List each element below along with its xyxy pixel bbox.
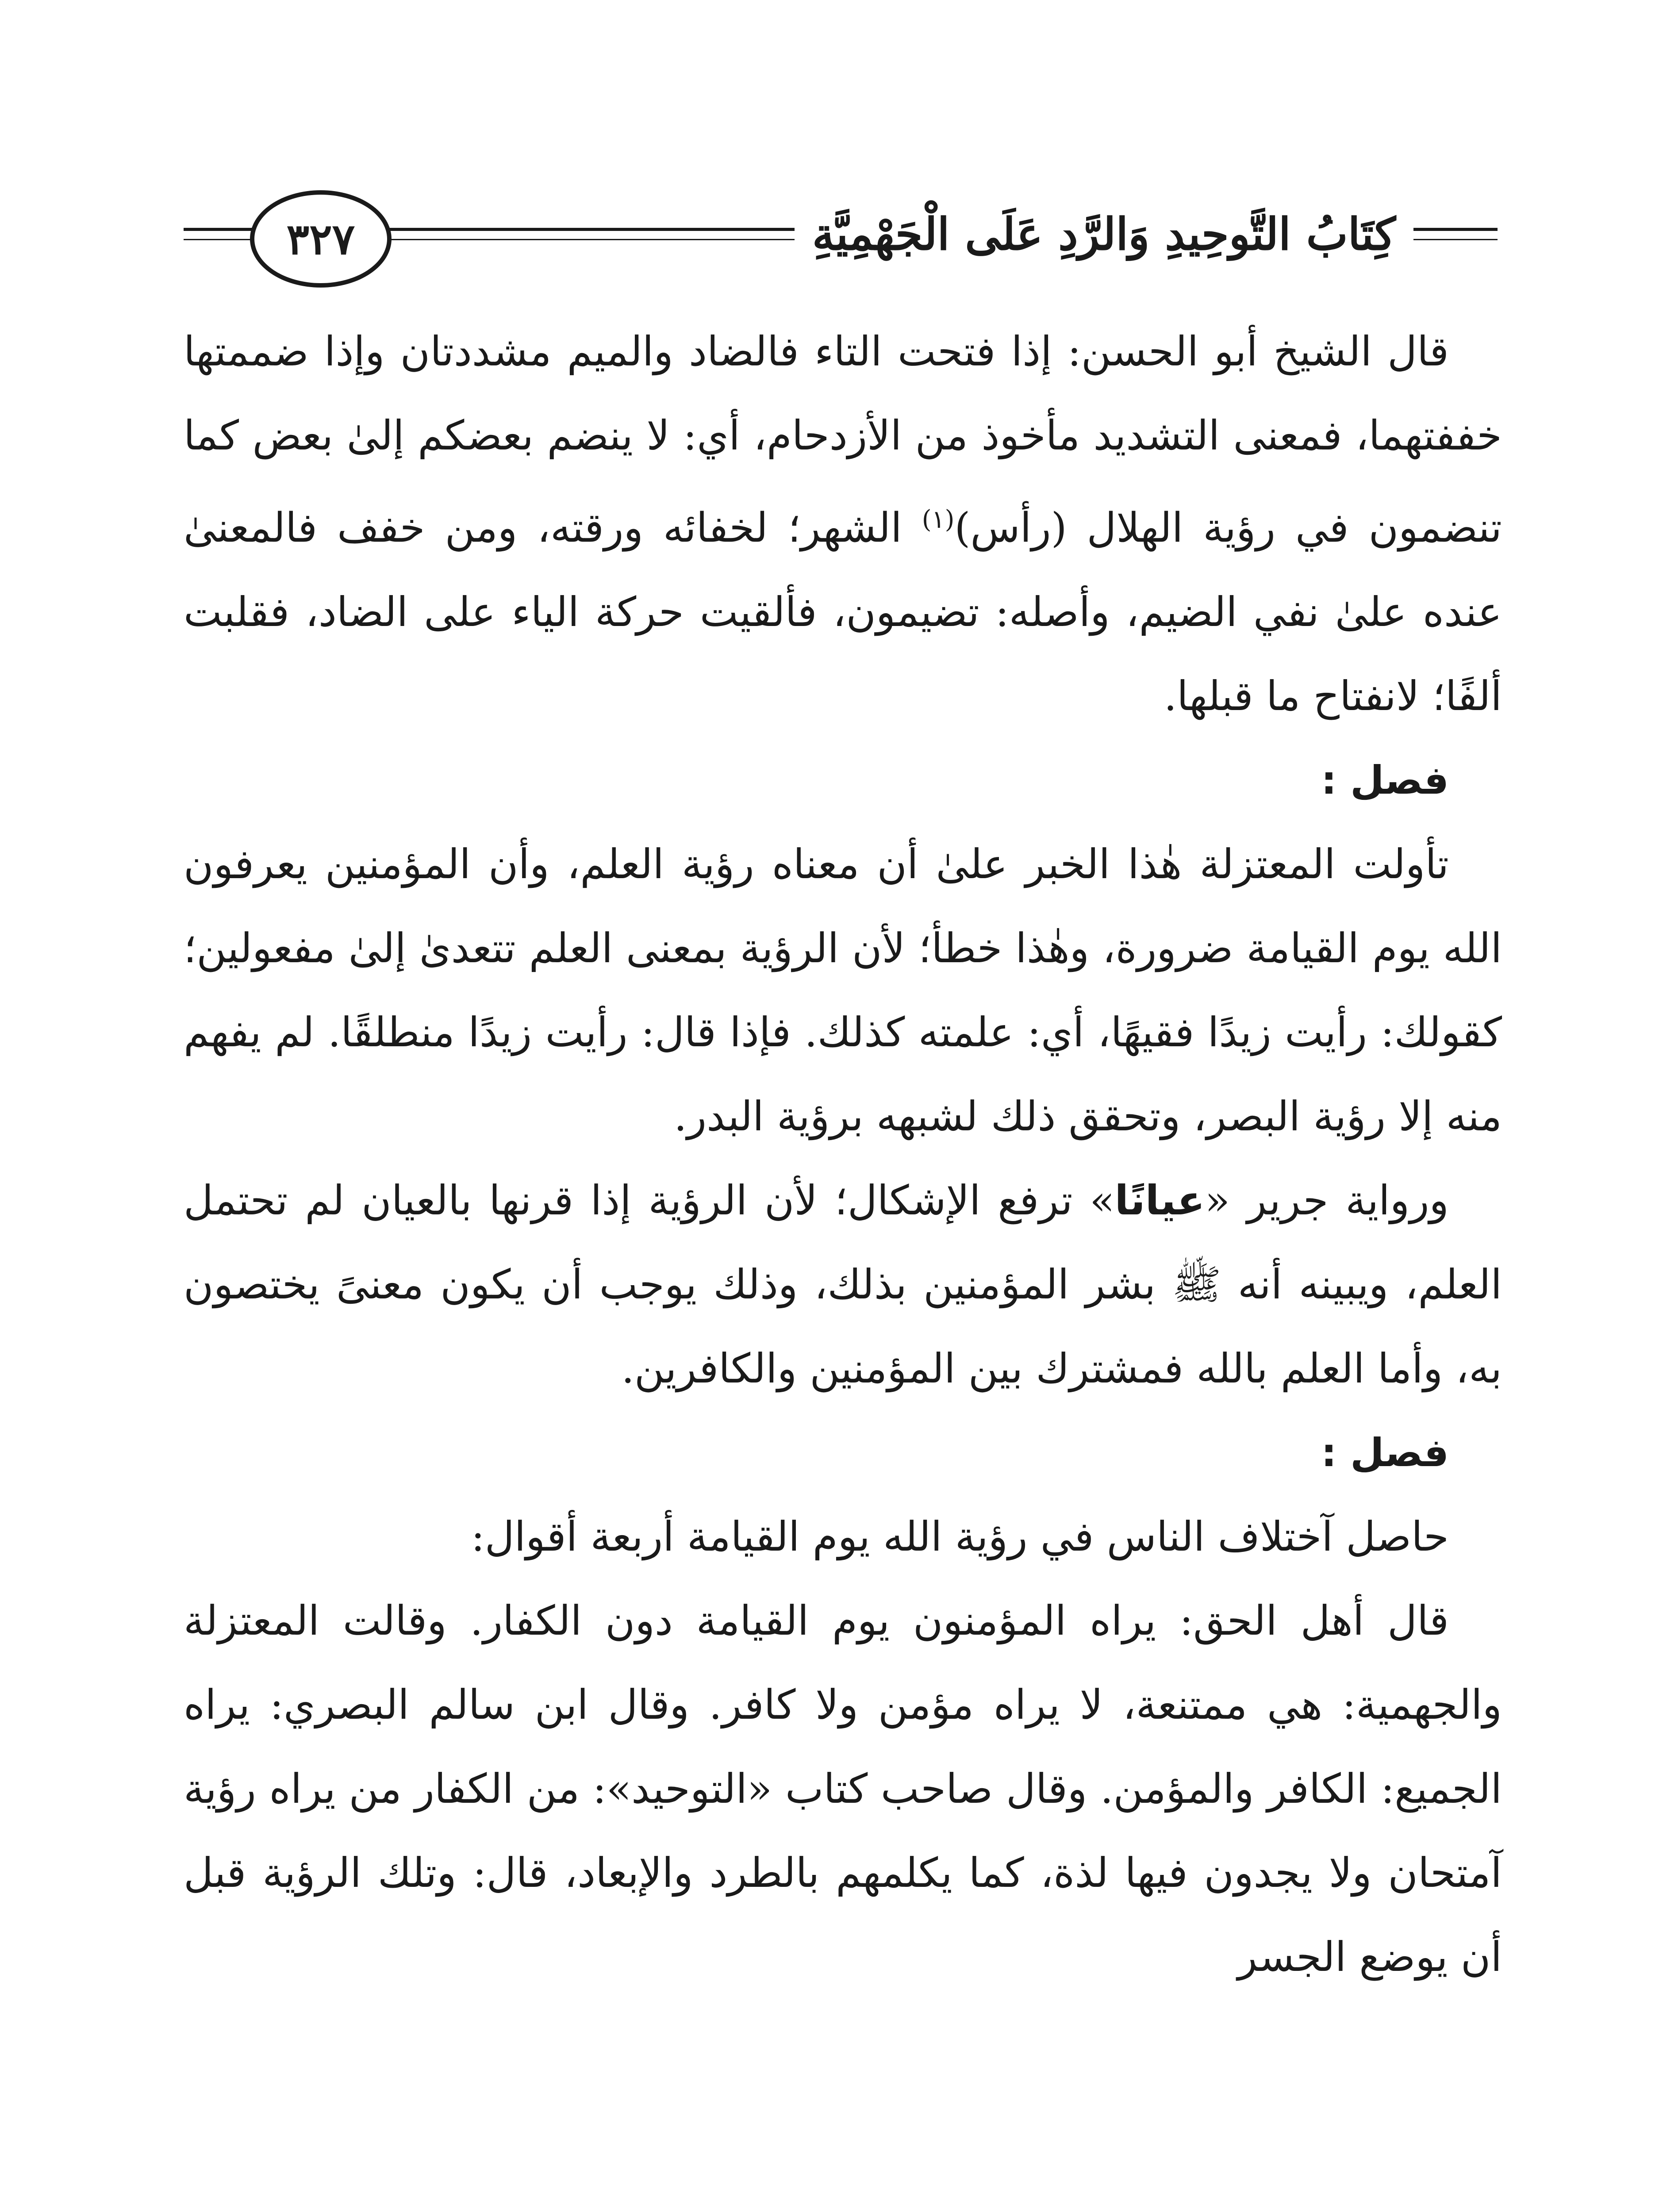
keyword-iyanan: عيانًا: [1114, 1176, 1205, 1224]
running-title: كِتَابُ التَّوحِيدِ وَالرَّدِ عَلَى الْجَهْمِيَّةِ: [795, 208, 1413, 260]
paragraph-4: حاصل آختلاف الناس في رؤية الله يوم القيامة أربعة أقوال:: [471, 1513, 1449, 1560]
main-text: [184, 310, 1502, 1999]
paragraph-5: قال أهل الحق: يراه المؤمنون يوم القيامة دون الكفار. وقالت المعتزلة والجهمية: هي ممتنعة، لا يراه مؤمن ولا كافر. وقال ابن سالم البصري: يراه الجميع: الكافر والمؤمن. وقال صاحب كتاب «التوحيد»: من الكفار من يراه رؤية آمتحان ولا يجدون فيها لذة، كما يكلمهم بالطرد والإبعاد، قال: وتلك الرؤية قبل أن يوضع الجسر: [184, 1597, 1502, 1981]
paragraph-2: تأولت المعتزلة هٰذا الخبر علىٰ أن معناه رؤية العلم، وأن المؤمنين يعرفون الله يوم القيامة ضرورة، وهٰذا خطأ؛ لأن الرؤية بمعنى العلم تتعدىٰ إلىٰ مفعولين؛ كقولك: رأيت زيدًا فقيهًا، أي: علمته كذلك. فإذا قال: رأيت زيدًا منطلقًا. لم يفهم منه إلا رؤية البصر، وتحقق ذلك لشبهه برؤية البدر.: [184, 840, 1502, 1140]
paragraph-1-cont: الشهر؛ لخفائه ورقته، ومن خفف فالمعنىٰ عنده علىٰ نفي الضيم، وأصله: تضيمون، فألقيت حركة الياء على الضاد، فقلبت ألفًا؛ لانفتاح ما قبلها.: [184, 504, 1502, 720]
page-number: ٣٢٧: [286, 214, 355, 264]
page-header: [184, 181, 1498, 288]
paragraph-1-text: قال الشيخ أبو الحسن: إذا فتحت التاء فالضاد والميم مشددتان وإذا ضممتها خففتهما، فمعنى التشديد مأخوذ من الأزدحام، أي: لا ينضم بعضكم إلىٰ بعض كما تنضمون في رؤية الهلال (رأس): [184, 328, 1502, 552]
page-number-badge: [250, 190, 392, 288]
paragraph-1: [184, 310, 1502, 738]
paragraph-3-rest: » ترفع الإشكال؛ لأن الرؤية إذا قرنها بالعيان لم تحتمل العلم، ويبينه أنه ﷺ بشر المؤمنين بذلك، وذلك يوجب أن يكون معنىً يختصون به، وأما العلم بالله فمشترك بين المؤمنين والكافرين.: [184, 1176, 1502, 1392]
footnote-ref-1: (١): [922, 505, 955, 534]
section-heading-1: فصل :: [1321, 757, 1449, 803]
paragraph-3-start: ورواية جرير «: [1205, 1176, 1449, 1224]
section-heading-2: فصل :: [1321, 1429, 1449, 1475]
paragraph-3: [184, 1159, 1502, 1411]
